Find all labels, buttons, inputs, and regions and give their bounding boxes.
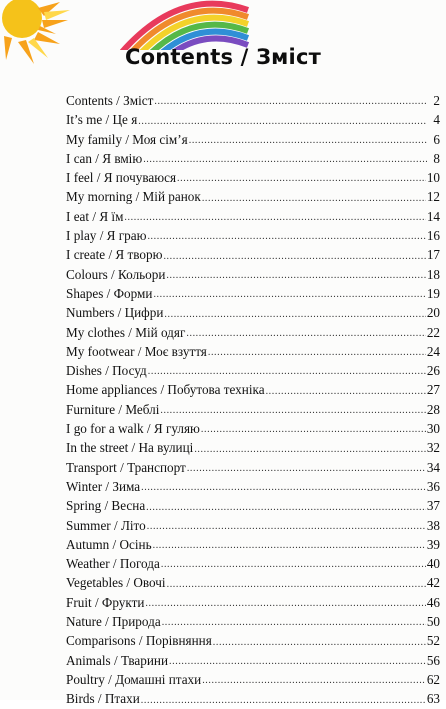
toc-leader-dots xyxy=(138,113,427,130)
toc-entry-label: Spring / Весна xyxy=(66,498,146,514)
toc-entry-page-number: 62 xyxy=(426,671,440,687)
toc-entry-page-number: 12 xyxy=(426,189,440,205)
toc-entry-page-number: 2 xyxy=(433,93,440,108)
toc-entry xyxy=(66,651,440,670)
toc-entry-page-number: 24 xyxy=(426,343,440,359)
toc-entry-page-number: 63 xyxy=(426,691,440,707)
toc-leader-dots xyxy=(194,441,425,458)
toc-entry-label: Transport / Транспорт xyxy=(66,459,186,475)
toc-entry-label: Dishes / Посуд xyxy=(66,363,147,379)
toc-leader-dots xyxy=(266,383,426,400)
toc-entry-label: Vegetables / Овочі xyxy=(66,575,166,591)
toc-entry-label: Autumn / Осінь xyxy=(66,536,152,552)
toc-leader-dots xyxy=(154,93,427,110)
toc-leader-dots xyxy=(169,653,426,670)
toc-leader-dots xyxy=(163,248,425,265)
toc-entry xyxy=(66,458,440,477)
toc-entry xyxy=(66,631,440,650)
toc-entry xyxy=(66,323,440,342)
toc-entry-label: My clothes / Мій одяг xyxy=(66,324,186,340)
toc-entry-page-number: 39 xyxy=(426,536,440,552)
toc-entry xyxy=(66,303,440,322)
toc-entry-label: I feel / Я почуваюся xyxy=(66,170,177,186)
toc-leader-dots xyxy=(167,576,426,593)
toc-entry-page-number: 14 xyxy=(426,208,440,224)
toc-entry xyxy=(66,245,440,264)
toc-leader-dots xyxy=(153,537,426,554)
toc-entry-page-number: 30 xyxy=(426,421,440,437)
toc-leader-dots xyxy=(213,634,426,651)
toc-entry xyxy=(66,187,440,206)
toc-entry-page-number: 16 xyxy=(426,228,440,244)
toc-leader-dots xyxy=(124,209,425,226)
toc-entry xyxy=(66,593,440,612)
toc-entry xyxy=(66,168,440,187)
toc-entry-label: I play / Я граю xyxy=(66,228,147,244)
toc-entry-label: Colours / Кольори xyxy=(66,266,166,282)
page-title: Contents / Зміст xyxy=(125,45,321,69)
toc-leader-dots xyxy=(147,228,425,245)
toc-entry-label: Summer / Літо xyxy=(66,517,146,533)
toc-entry-label: Birds / Птахи xyxy=(66,691,140,707)
toc-entry xyxy=(66,207,440,226)
toc-entry-label: Comparisons / Порівняння xyxy=(66,633,212,649)
toc-entry-page-number: 32 xyxy=(426,440,440,456)
toc-entry-page-number: 8 xyxy=(433,150,440,166)
toc-entry-page-number: 50 xyxy=(426,614,440,630)
toc-leader-dots xyxy=(162,614,426,631)
toc-entry xyxy=(66,361,440,380)
toc-leader-dots xyxy=(166,267,425,284)
toc-entry-label: My footwear / Моє взуття xyxy=(66,343,207,359)
toc-entry xyxy=(66,265,440,284)
toc-entry-page-number: 22 xyxy=(426,324,440,340)
toc-entry-page-number: 38 xyxy=(426,517,440,533)
toc-entry-label: It’s me / Це я xyxy=(66,112,138,128)
toc-leader-dots xyxy=(145,595,425,612)
toc-entry-label: I go for a walk / Я гуляю xyxy=(66,421,200,437)
toc-entry xyxy=(66,380,440,399)
toc-entry xyxy=(66,284,440,303)
toc-leader-dots xyxy=(143,151,427,168)
toc-entry xyxy=(66,91,440,110)
toc-entry-page-number: 46 xyxy=(426,594,440,610)
toc-entry-page-number: 27 xyxy=(426,382,440,398)
toc-leader-dots xyxy=(189,132,427,149)
toc-leader-dots xyxy=(148,363,426,380)
toc-entry-label: I can / Я вмію xyxy=(66,150,143,166)
toc-entry-page-number: 42 xyxy=(426,575,440,591)
toc-entry-label: Animals / Тварини xyxy=(66,652,169,668)
toc-entry-label: Nature / Природа xyxy=(66,614,161,630)
toc-entry-label: Contents / Зміст xyxy=(66,93,154,108)
toc-entry-page-number: 20 xyxy=(426,305,440,321)
toc-leader-dots xyxy=(146,499,426,516)
toc-entry-label: I create / Я творю xyxy=(66,247,163,263)
toc-entry-page-number: 10 xyxy=(426,170,440,186)
toc-entry-label: I eat / Я їм xyxy=(66,208,124,224)
toc-entry-label: Numbers / Цифри xyxy=(66,305,164,321)
table-of-contents xyxy=(66,91,440,709)
toc-leader-dots xyxy=(202,672,426,689)
toc-entry-page-number: 37 xyxy=(426,498,440,514)
toc-entry xyxy=(66,535,440,554)
toc-leader-dots xyxy=(141,479,426,496)
toc-leader-dots xyxy=(160,402,425,419)
toc-entry-label: Furniture / Меблі xyxy=(66,401,160,417)
toc-entry-page-number: 40 xyxy=(426,556,440,572)
toc-entry-label: Home appliances / Побутова техніка xyxy=(66,382,265,398)
toc-leader-dots xyxy=(164,306,425,323)
toc-entry xyxy=(66,149,440,168)
toc-entry xyxy=(66,400,440,419)
toc-entry xyxy=(66,226,440,245)
toc-entry xyxy=(66,477,440,496)
toc-entry-label: Winter / Зима xyxy=(66,478,141,494)
toc-entry xyxy=(66,554,440,573)
toc-entry-label: Shapes / Форми xyxy=(66,285,153,301)
rainbow-icon xyxy=(120,0,250,50)
toc-entry-page-number: 28 xyxy=(426,401,440,417)
toc-leader-dots xyxy=(147,518,426,535)
toc-entry xyxy=(66,612,440,631)
toc-leader-dots xyxy=(141,692,426,709)
toc-leader-dots xyxy=(186,325,425,342)
toc-entry xyxy=(66,419,440,438)
toc-entry-label: Fruit / Фрукти xyxy=(66,594,145,610)
toc-entry-page-number: 19 xyxy=(426,285,440,301)
toc-entry xyxy=(66,438,440,457)
toc-entry xyxy=(66,573,440,592)
toc-entry-page-number: 18 xyxy=(426,266,440,282)
toc-entry xyxy=(66,670,440,689)
toc-entry xyxy=(66,496,440,515)
toc-entry xyxy=(66,130,440,149)
toc-entry-page-number: 26 xyxy=(426,363,440,379)
toc-leader-dots xyxy=(202,190,426,207)
toc-entry xyxy=(66,516,440,535)
toc-entry-label: Poultry / Домашні птахи xyxy=(66,671,202,687)
toc-leader-dots xyxy=(187,460,426,477)
toc-entry-page-number: 17 xyxy=(426,247,440,263)
toc-entry-label: In the street / На вулиці xyxy=(66,440,194,456)
toc-entry-page-number: 56 xyxy=(426,652,440,668)
toc-entry-label: Weather / Погода xyxy=(66,556,160,572)
toc-leader-dots xyxy=(208,344,426,361)
toc-entry-page-number: 6 xyxy=(433,131,440,147)
toc-leader-dots xyxy=(201,421,426,438)
toc-entry-page-number: 36 xyxy=(426,478,440,494)
toc-entry-page-number: 34 xyxy=(426,459,440,475)
toc-entry-page-number: 4 xyxy=(433,112,440,128)
toc-entry xyxy=(66,110,440,129)
toc-leader-dots xyxy=(161,556,426,573)
toc-entry-label: My morning / Мій ранок xyxy=(66,189,201,205)
toc-entry-label: My family / Моя сім’я xyxy=(66,131,188,147)
toc-entry xyxy=(66,342,440,361)
toc-entry xyxy=(66,689,440,708)
toc-leader-dots xyxy=(177,170,426,187)
toc-leader-dots xyxy=(153,286,425,303)
toc-entry-page-number: 52 xyxy=(426,633,440,649)
